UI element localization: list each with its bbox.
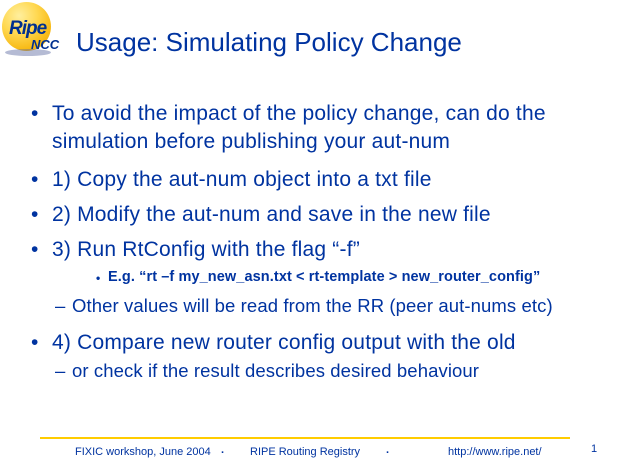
dash-item bbox=[0, 359, 630, 383]
footer-event-text: FIXIC workshop, June 2004 bbox=[75, 446, 211, 458]
slide-title: Usage: Simulating Policy Change bbox=[76, 27, 462, 57]
footer-separator: . bbox=[386, 444, 390, 456]
logo-ncc-text: NCC bbox=[31, 37, 60, 52]
bullet-icon: • bbox=[31, 238, 39, 261]
footer-divider-line bbox=[40, 437, 570, 439]
dash-icon: – bbox=[55, 360, 66, 381]
sub-bullet-text: E.g. “rt –f my_new_asn.txt < rt-template > new_router_config” bbox=[108, 269, 541, 285]
sub-bullet-icon: • bbox=[96, 271, 101, 285]
bullet-text: 3) Run RtConfig with the flag “-f” bbox=[52, 238, 360, 261]
slide-body bbox=[0, 96, 630, 383]
bullet-text: 1) Copy the aut-num object into a txt file bbox=[52, 168, 432, 191]
dash-text: or check if the result describes desired behaviour bbox=[72, 360, 480, 381]
footer-registry-text: RIPE Routing Registry bbox=[250, 446, 361, 458]
dash-item bbox=[0, 294, 630, 318]
bullet-text: 2) Modify the aut-num and save in the new file bbox=[52, 203, 491, 226]
footer-url-text: http://www.ripe.net/ bbox=[448, 446, 542, 458]
bullet-item bbox=[0, 329, 630, 357]
sub-bullet-item bbox=[0, 267, 630, 287]
bullet-text: To avoid the impact of the policy change, can do the simulation before publishing your aut-num bbox=[52, 102, 546, 153]
bullet-text: 4) Compare new router config output with the old bbox=[52, 331, 516, 354]
bullet-item bbox=[0, 100, 630, 156]
ripe-ncc-logo bbox=[2, 2, 66, 62]
bullet-icon: • bbox=[31, 331, 39, 354]
bullet-icon: • bbox=[31, 168, 39, 191]
bullet-icon: • bbox=[31, 102, 39, 125]
dash-text: Other values will be read from the RR (peer aut-nums etc) bbox=[72, 295, 553, 316]
dash-icon: – bbox=[55, 295, 66, 316]
bullet-item bbox=[0, 236, 630, 264]
footer-separator: . bbox=[221, 444, 225, 456]
logo-ripe-text: Ripe bbox=[9, 18, 47, 39]
page-number: 1 bbox=[591, 443, 598, 455]
bullet-item bbox=[0, 166, 630, 194]
bullet-icon: • bbox=[31, 203, 39, 226]
bullet-item bbox=[0, 201, 630, 229]
